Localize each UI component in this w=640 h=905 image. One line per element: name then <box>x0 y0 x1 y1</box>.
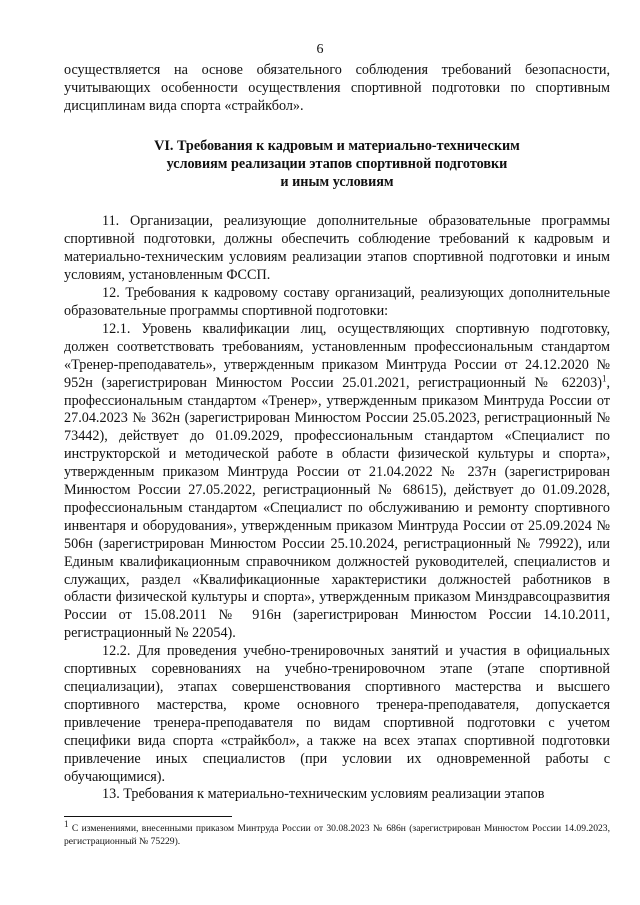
paragraph-11: 11. Организации, реализующие дополнительные образовательные программы спортивной подготовки, должны обеспечить соблюдение требований к кадровым и материально-техническим условиям реализации этапов спортивной подготовки и иным условиям, установленным ФССП. <box>64 213 610 284</box>
paragraph-12-1-part-b: , профессиональным стандартом «Тренер», утвержденным приказом Минтруда России от 27.04.2023 № 362н (зарегистрирован Минюстом России 25.05.2023, регистрационный № 73442), действует до 01.09.2029, профессиональным стандартом «Специалист по инструкторской и методической работе в области физической культуры и спорта», утвержденным приказом Минтруда России от 21.04.2022 № 237н (зарегистрирован Минюстом России 27.05.2022, регистрационный № 68615), действует до 01.09.2028, профессиональным стандартом «Специалист по обслуживанию и ремонту спортивного инвентаря и оборудования», утвержденным приказом Минтруда России от 25.09.2024 № 506н (зарегистрирован Минюстом России 25.10.2024, регистрационный № 79922), или Единым квалификационным справочником должностей руководителей, специалистов и служащих, раздел «Квалификационные характеристики должностей работников в области физической культуры и спорта», утвержденным приказом Минздравсоцразвития России от 15.08.2011 № 916н (зарегистрирован Минюстом России 14.10.2011, регистрационный № 22054). <box>64 374 610 642</box>
paragraph-12-2: 12.2. Для проведения учебно-тренировочных занятий и участия в официальных спортивных соревнованиях на учебно-тренировочном этапе (этапе спортивной специализации), этапах совершенствования спортивного мастерства и высшего спортивного мастерства, кроме основного тренера-преподавателя, допускается привлечение тренера-преподавателя по видам спортивной подготовки с учетом специфики вида спорта «страйкбол», а также на всех этапах спортивной подготовки привлечение иных специалистов (при условии их одновременной работы с обучающимися). <box>64 643 610 785</box>
intro-paragraph: осуществляется на основе обязательного соблюдения требований безопасности, учитывающих особенности осуществления спортивной подготовки по спортивным дисциплинам вида спорта «страйкбол». <box>64 62 610 114</box>
section-heading-line-2: условиям реализации этапов спортивной подготовки <box>166 155 508 172</box>
paragraph-12: 12. Требования к кадровому составу организаций, реализующих дополнительные образовательные программы спортивной подготовки: <box>64 285 610 319</box>
section-heading-line-3: и иным условиям <box>280 173 394 190</box>
paragraph-12-1-part-a: 12.1. Уровень квалификации лиц, осуществляющих спортивную подготовку, должен соответствовать требованиям, установленным профессиональным стандартом «Тренер-преподаватель», утвержденным приказом Минтруда России от 24.12.2020 № 952н (зарегистрирован Минюстом России 25.01.2021, регистрационный № 62203) <box>64 320 610 391</box>
page-number: 6 <box>316 42 324 57</box>
footnote <box>64 818 610 848</box>
section-heading <box>64 138 610 192</box>
footnote-reference[interactable]: 1 <box>601 372 607 383</box>
paragraph-12-1 <box>64 321 610 643</box>
footnote-divider <box>64 816 232 817</box>
footnote-marker: 1 <box>64 818 69 829</box>
footnote-text: С изменениями, внесенными приказом Минтруда России от 30.08.2023 № 686н (зарегистрирован Минюстом России 14.09.2023, регистрационный № 75229). <box>64 823 610 847</box>
section-heading-line-1: VI. Требования к кадровым и материально-техническим <box>154 137 520 154</box>
document-body <box>64 62 610 804</box>
paragraph-13: 13. Требования к материально-техническим условиям реализации этапов <box>102 786 545 803</box>
